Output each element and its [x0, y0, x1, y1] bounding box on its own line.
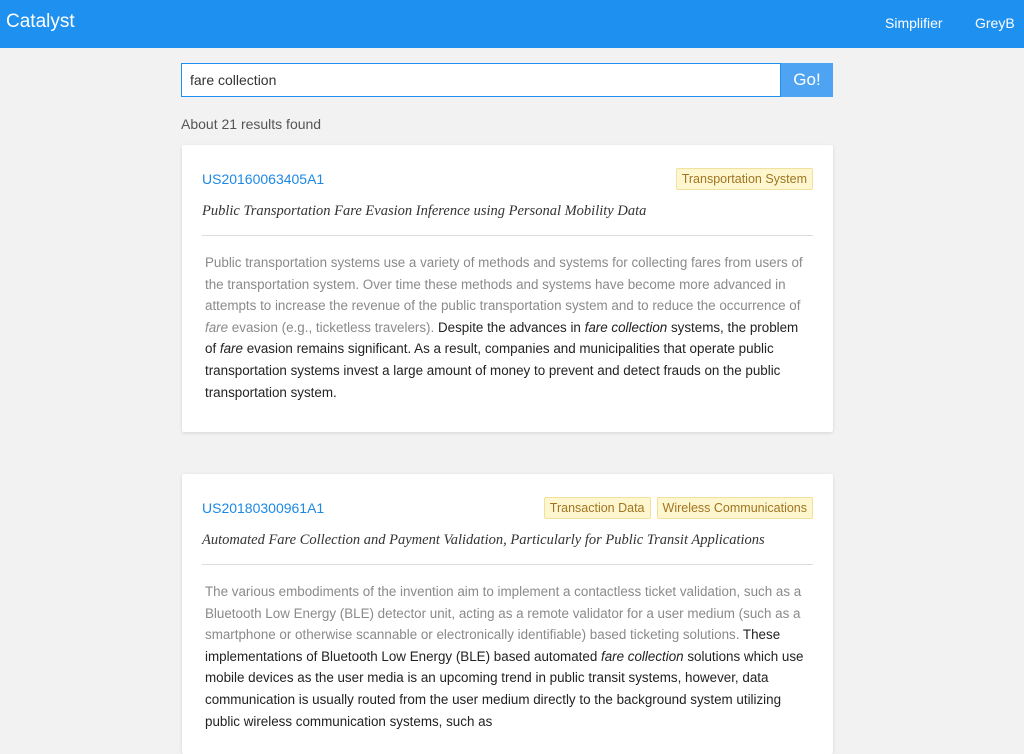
abstract-highlight-term: fare collection [601, 648, 684, 664]
patent-abstract [205, 581, 805, 732]
patent-id-link[interactable]: US20160063405A1 [202, 171, 325, 187]
abstract-match-text: These implementations of Bluetooth Low Energy (BLE) based automated [205, 627, 781, 664]
divider [202, 235, 813, 236]
nav-link-greyb[interactable]: GreyB [975, 15, 1015, 31]
abstract-context-text: The various embodiments of the invention aim to implement a contactless ticket validation, such as a Bluetooth Low Energy (BLE) detector unit, acting as a remote validator for a user medium (such as a smartphone or otherwise scannable or electronically identifiable) based ticketing solutions. [205, 584, 802, 643]
abstract-match-text: Despite the advances in [437, 319, 585, 335]
abstract-context-text: Public transportation systems use a variety of methods and systems for collecting fares from users of the transportation system. Over time these methods and systems have become more advanced in attempts to increase the revenue of the public transportation system and to reduce the occurrence of [205, 255, 803, 314]
tag-badge[interactable]: Transaction Data [544, 497, 651, 519]
tag-badge[interactable]: Wireless Communications [657, 497, 813, 519]
divider [202, 564, 813, 565]
search-button[interactable]: Go! [781, 63, 833, 97]
tag-badge[interactable]: Transportation System [676, 168, 813, 190]
search-bar [181, 63, 833, 97]
search-input[interactable] [181, 63, 781, 97]
patent-id-link[interactable]: US20180300961A1 [202, 500, 325, 516]
patent-title: Public Transportation Fare Evasion Inference using Personal Mobility Data [202, 203, 647, 219]
abstract-context-text: evasion (e.g., ticketless travelers). [228, 319, 438, 335]
tag-list [676, 168, 813, 190]
results-count: About 21 results found [181, 116, 322, 132]
abstract-match-text: evasion remains significant. As a result, companies and municipalities that operate public transportation systems invest a large amount of money to prevent and detect frauds on the public transportation system. [205, 341, 781, 400]
abstract-highlight-term: fare [219, 341, 243, 357]
result-card [182, 474, 833, 754]
abstract-match-text: systems, the problem of [205, 319, 799, 357]
abstract-highlight-term: fare [205, 319, 229, 335]
patent-title: Automated Fare Collection and Payment Validation, Particularly for Public Transit Applications [202, 532, 765, 548]
abstract-highlight-term: fare collection [584, 319, 668, 335]
abstract-match-text: solutions which use mobile devices as the user media is an upcoming trend in public transit systems, however, data communication is usually routed from the user medium directly to the background system utilizing public wireless communication systems, such as [205, 648, 804, 729]
result-card [182, 145, 833, 432]
patent-abstract [205, 252, 805, 403]
nav-link-simplifier[interactable]: Simplifier [885, 15, 943, 31]
tag-list [544, 497, 813, 519]
brand-logo[interactable]: Catalyst [6, 11, 75, 32]
top-navbar [0, 0, 1024, 48]
